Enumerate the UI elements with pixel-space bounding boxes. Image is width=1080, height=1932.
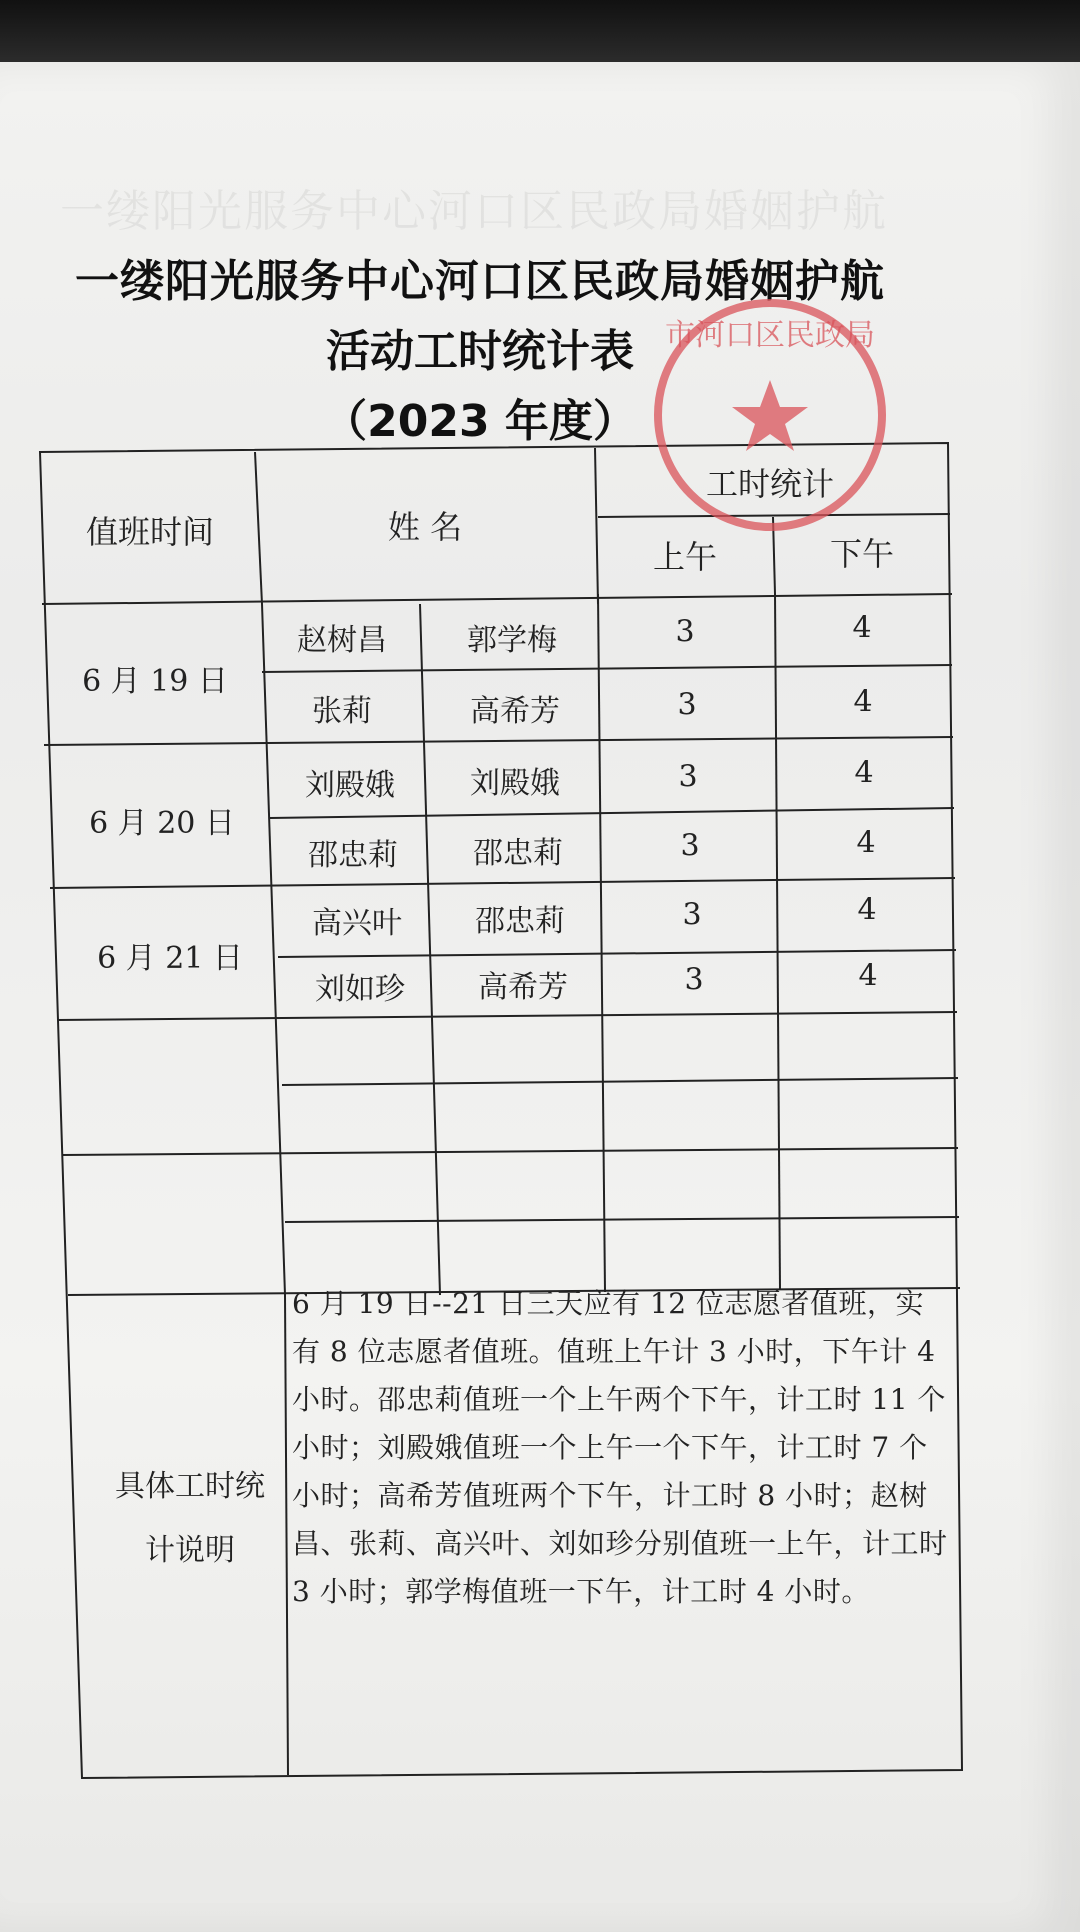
afternoon-hours-cell: 4 <box>858 958 878 994</box>
name-cell: 高希芳 <box>470 694 560 729</box>
name-cell: 高兴叶 <box>312 906 402 941</box>
morning-hours-cell: 3 <box>678 759 698 795</box>
afternoon-hours-cell: 4 <box>853 684 873 720</box>
morning-hours-cell: 3 <box>684 962 704 998</box>
bleed-through-text: 一缕阳光服务中心河口区民政局婚姻护航 <box>60 186 888 237</box>
name-cell: 邵忠莉 <box>473 836 563 871</box>
name-cell: 邵忠莉 <box>308 838 398 873</box>
afternoon-hours-cell: 4 <box>856 825 876 861</box>
afternoon-hours-cell: 4 <box>857 892 877 928</box>
morning-hours-cell: 3 <box>677 687 697 723</box>
afternoon-hours-cell: 4 <box>854 755 874 791</box>
date-cell: 6 月 19 日 <box>82 664 228 699</box>
date-cell: 6 月 20 日 <box>89 806 235 841</box>
notes-label-line: 计说明 <box>145 1533 235 1568</box>
name-cell: 刘殿娥 <box>470 766 560 801</box>
notes-label-line: 具体工时统 <box>115 1469 265 1504</box>
name-cell: 郭学梅 <box>467 623 557 658</box>
svg-text:市河口区民政局: 市河口区民政局 <box>665 318 875 353</box>
name-cell: 刘殿娥 <box>305 768 395 803</box>
document-year: （2023 年度） <box>323 396 637 447</box>
header-afternoon: 下午 <box>829 535 895 573</box>
name-cell: 赵树昌 <box>297 623 387 658</box>
notes-label <box>90 1455 290 1583</box>
document-title: 一缕阳光服务中心河口区民政局婚姻护航 <box>75 256 885 307</box>
name-cell: 张莉 <box>312 694 372 729</box>
header-hours-stats: 工时统计 <box>705 465 835 503</box>
document-subtitle: 活动工时统计表 <box>326 326 634 377</box>
morning-hours-cell: 3 <box>680 828 700 864</box>
afternoon-hours-cell: 4 <box>852 610 872 646</box>
header-morning: 上午 <box>652 538 718 576</box>
header-duty-time: 值班时间 <box>85 513 215 551</box>
notes-text: 6 月 19 日--21 日三天应有 12 位志愿者值班，实有 8 位志愿者值班。值班上午计 3 小时，下午计 4 小时。邵忠莉值班一个上午两个下午，计工时 11 个小时；刘殿娥值班一个上午一个下午，计工时 7 个小时；高希芳值班两个下午，计工时 8 小时；赵树昌、张莉、高兴叶、刘如珍分别值班一上午，计工时 3 小时；郭学梅值班一下午，计工时 4 小时。 <box>292 1287 948 1608</box>
name-cell: 高希芳 <box>478 970 568 1005</box>
name-cell: 刘如珍 <box>315 972 405 1007</box>
morning-hours-cell: 3 <box>682 897 702 933</box>
name-cell: 邵忠莉 <box>475 904 565 939</box>
header-name: 姓 名 <box>387 508 463 546</box>
date-cell: 6 月 21 日 <box>97 941 243 976</box>
morning-hours-cell: 3 <box>675 614 695 650</box>
